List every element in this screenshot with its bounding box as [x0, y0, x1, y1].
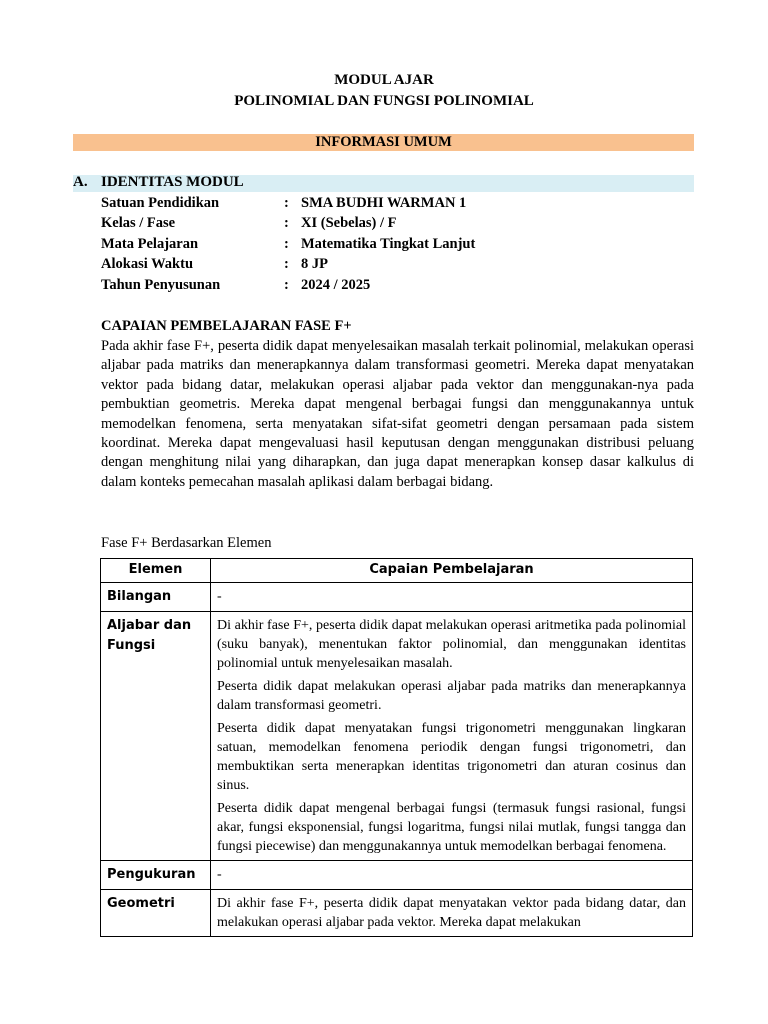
elemen-table — [100, 558, 693, 937]
table-row — [101, 583, 693, 612]
capaian-paragraph-item: Peserta didik dapat mengenal berbagai fungsi (termasuk fungsi rasional, fungsi akar, fungsi eksponensial, fungsi logaritma, fungsi nilai mutlak, fungsi tangga dan fungsi piecewise) dan menggunakannya untuk memodelkan berbagai fenomena. — [217, 801, 686, 854]
column-header-capaian: Capaian Pembelajaran — [211, 559, 693, 583]
identity-colon: : — [284, 215, 289, 231]
column-header-elemen: Elemen — [101, 559, 211, 583]
identity-label: Satuan Pendidikan — [101, 195, 220, 211]
capaian-paragraph: Pada akhir fase F+, peserta didik dapat menyelesaikan masalah terkait polinomial, melakukan operasi aljabar pada matriks dan menerapkannya dalam transformasi geometri. Mereka dapat menyatakan vektor pada bidang datar, melakukan operasi aljabar pada vektor dan menggunakan-nya pada pembuktian geometris. Mereka dapat mengenal berbagai fungsi dan menggunakannya untuk memodelkan fenomena, serta menyatakan sifat-sifat geometri dengan persamaan pada sistem koordinat. Mereka dapat mengevaluasi hasil keputusan dengan menggunakan distribusi peluang dengan menghitung nilai yang diharapkan, dan juga dapat menerapkan konsep dasar kalkulus di dalam konteks pemecahan masalah aplikasi dalam berbagai bidang. — [101, 338, 694, 490]
identity-value: 2024 / 2025 — [301, 277, 371, 293]
table-header-row — [101, 559, 693, 583]
table-row — [101, 612, 693, 861]
elemen-cell: Aljabar dan Fungsi — [101, 612, 211, 861]
elemen-cell: Bilangan — [101, 583, 211, 612]
capaian-text: - — [217, 867, 222, 882]
identity-value: 8 JP — [301, 256, 328, 272]
section-letter: A. — [73, 174, 88, 190]
identity-label: Alokasi Waktu — [101, 256, 194, 272]
section-title: IDENTITAS MODUL — [101, 174, 244, 190]
identity-colon: : — [284, 236, 289, 252]
capaian-paragraph-item: Di akhir fase F+, peserta didik dapat menyatakan vektor pada bidang datar, dan melakukan operasi aljabar pada vektor. Mereka dapat melakukan — [217, 896, 686, 930]
section-banner: INFORMASI UMUM — [73, 134, 694, 151]
identity-label: Mata Pelajaran — [101, 236, 199, 252]
capaian-cell — [211, 612, 693, 861]
capaian-paragraph-item: Peserta didik dapat melakukan operasi aljabar pada matriks dan menerapkannya dalam transformasi geometri. — [217, 679, 686, 713]
identity-value: SMA BUDHI WARMAN 1 — [301, 195, 467, 211]
identity-label: Tahun Penyusunan — [101, 277, 221, 293]
capaian-cell — [211, 583, 693, 612]
document-subtitle: POLINOMIAL DAN FUNGSI POLINOMIAL — [234, 93, 534, 109]
capaian-text: - — [217, 589, 222, 604]
elemen-cell: Pengukuran — [101, 861, 211, 890]
capaian-cell — [211, 890, 693, 937]
table-caption: Fase F+ Berdasarkan Elemen — [101, 535, 272, 551]
capaian-paragraph-item: Peserta didik dapat menyatakan fungsi trigonometri menggunakan lingkaran satuan, memodelkan fenomena periodik dengan fungsi trigonometri, dan membuktikan serta menerapkan identitas trigonometri dan aturan cosinus dan sinus. — [217, 721, 686, 793]
capaian-cell — [211, 861, 693, 890]
table-row — [101, 861, 693, 890]
capaian-heading: CAPAIAN PEMBELAJARAN FASE F+ — [101, 318, 352, 334]
identity-value: Matematika Tingkat Lanjut — [301, 236, 476, 252]
identity-colon: : — [284, 277, 289, 293]
identity-label: Kelas / Fase — [101, 215, 176, 231]
elemen-cell: Geometri — [101, 890, 211, 937]
identity-colon: : — [284, 256, 289, 272]
identity-colon: : — [284, 195, 289, 211]
table-row — [101, 890, 693, 937]
identity-value: XI (Sebelas) / F — [301, 215, 397, 231]
document-title: MODUL AJAR — [334, 72, 434, 88]
capaian-paragraph-item: Di akhir fase F+, peserta didik dapat melakukan operasi aritmetika pada polinomial (suku banyak), menentukan faktor polinomial, dan menggunakan identitas polinomial untuk menyelesaikan masalah. — [217, 618, 686, 671]
